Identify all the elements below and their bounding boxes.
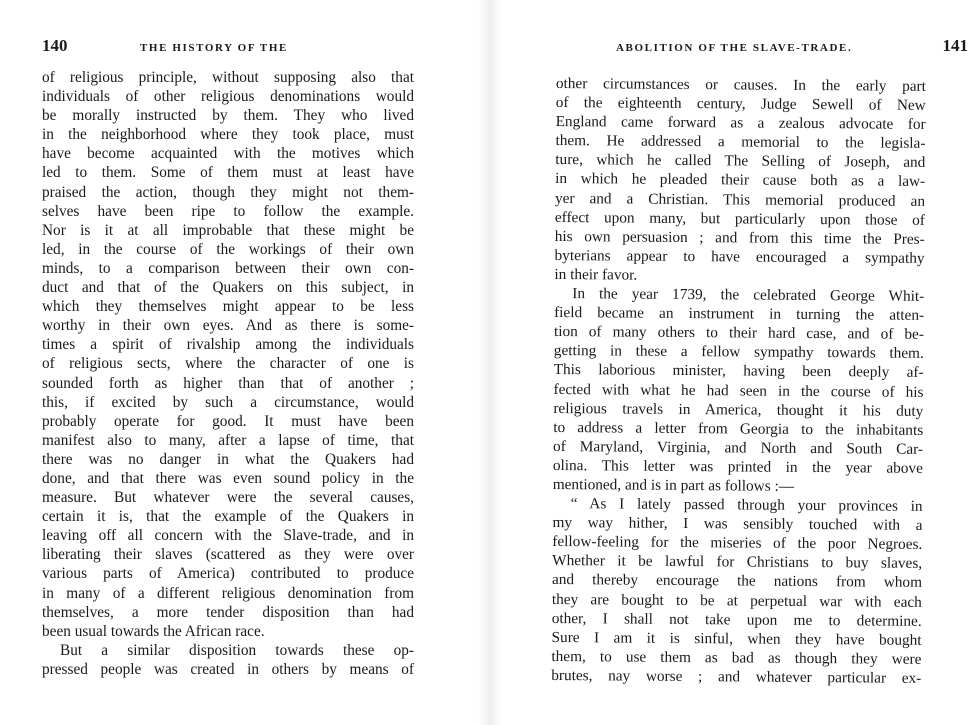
text-line: worthy in their own eyes. And as there is some- — [42, 317, 414, 335]
text-line: ture, which he called The Selling of Joseph, and — [555, 151, 926, 172]
text-line: getting in these a fellow sympathy towards them. — [553, 342, 924, 363]
text-line: yer and a Christian. This memorial produced an — [554, 189, 926, 210]
text-line: minds, to a comparison between their own con- — [42, 259, 414, 277]
text-line: have become acquainted with the motives which — [42, 145, 414, 163]
right-running-title: ABOLITION OF THE SLAVE-TRADE. — [616, 42, 853, 54]
text-line: certain it is, that the example of the Quakers in — [42, 508, 414, 526]
text-line: done, and that there was even sound policy in the — [42, 469, 414, 487]
text-line: to address a letter from Georgia to the inhabitants — [553, 418, 924, 439]
right-running-head — [616, 36, 968, 64]
text-line: brutes, nay worse ; and whatever particular ex- — [551, 666, 922, 687]
text-line: probably operate for good. It must have been — [42, 412, 414, 430]
text-line: “ As I lately passed through your provinces in — [570, 495, 923, 515]
text-line: This laborious minister, having been deeply af- — [553, 361, 924, 382]
text-line: my way hither, I was sensibly touched with a — [552, 514, 923, 535]
right-page — [490, 0, 980, 725]
text-line: praised the action, though they might not them- — [42, 183, 414, 201]
text-line: led to them. Some of them must at least have — [42, 164, 414, 182]
text-line: been usual towards the African race. — [42, 622, 265, 640]
text-line: England came forward as a zealous advocate for — [555, 113, 926, 134]
text-line: and thereby encourage the nations from whom — [551, 571, 923, 592]
text-line: field became an instrument in turning the atten- — [554, 304, 925, 325]
text-line: effect upon many, but particularly upon those of — [554, 208, 925, 229]
left-body-text — [42, 68, 414, 679]
text-line: pressed people was created in others by means of — [42, 660, 414, 678]
text-line: various parts of America) contributed to produce — [42, 565, 414, 583]
text-line: other circumstances or causes. In the early part — [555, 74, 926, 95]
text-line: them. He addressed a memorial to the legisla- — [555, 132, 926, 153]
text-line: In the year 1739, the celebrated George Whit- — [572, 285, 925, 305]
text-line: fected with what he had seen in the course of his — [553, 380, 924, 401]
text-line: in which he pleaded their cause both as a law- — [555, 170, 926, 191]
text-line: of religious sects, where the character of one is — [42, 355, 414, 373]
text-line: fellow-feeling for the miseries of the poor Negroes. — [552, 533, 923, 554]
text-line: be morally instructed by them. They who lived — [42, 107, 414, 125]
text-line: times a spirit of rivalship among the individuals — [42, 336, 414, 354]
text-line: But a similar disposition towards these op- — [60, 641, 414, 659]
text-line: there was no danger in what the Quakers had — [42, 450, 414, 468]
text-line: individuals of other religious denominations would — [42, 88, 414, 106]
text-line: Whether it be lawful for Christians to buy slaves, — [552, 552, 923, 573]
text-line: religious travels in America, thought it his duty — [553, 399, 924, 420]
text-line: olina. This letter was printed in the year above — [552, 456, 923, 477]
text-line: of Maryland, Virginia, and North and South Car- — [553, 437, 924, 458]
text-line: other, I shall not take upon me to determine. — [551, 609, 922, 630]
text-line: selves have been ripe to follow the example. — [42, 202, 414, 220]
text-line: his own persuasion ; and from this time the Pres- — [554, 227, 925, 248]
text-line: in many of a different religious denomination from — [42, 584, 414, 602]
text-line: sounded forth as higher than that of another ; — [42, 374, 414, 392]
text-line: tion of many others to their hard case, and of be- — [553, 323, 925, 344]
text-line: liberating their slaves (scattered as they were over — [42, 546, 414, 564]
left-running-head — [42, 36, 414, 64]
text-line: which they themselves might appear to be less — [42, 298, 414, 316]
text-line: in the neighborhood where they took place, must — [42, 126, 414, 144]
right-page-number: 141 — [942, 36, 968, 55]
left-running-title: THE HISTORY OF THE — [140, 42, 288, 54]
text-line: of the eighteenth century, Judge Sewell of New — [555, 94, 926, 114]
text-line: duct and that of the Quakers on this subject, in — [42, 279, 414, 297]
text-line: of religious principle, without supposing also that — [42, 69, 414, 86]
text-line: mentioned, and is in part as follows :— — [552, 475, 795, 495]
right-body-text — [551, 74, 926, 688]
text-line: themselves, a more tender disposition than had — [42, 603, 414, 621]
text-line: they are bought to be at perpetual war with each — [551, 590, 922, 611]
text-line: this, if excited by such a circumstance, would — [42, 393, 414, 411]
text-line: them, to use them as bad as though they were — [551, 647, 922, 668]
text-line: in their favor. — [554, 265, 638, 284]
text-line: manifest also to many, after a lapse of time, that — [42, 431, 414, 449]
text-line: byterians appear to have encouraged a sympathy — [554, 246, 925, 267]
left-page-number: 140 — [42, 36, 68, 55]
text-line: Sure I am it is sinful, when they have bought — [551, 628, 922, 649]
text-line: led, in the course of the workings of their own — [42, 240, 414, 258]
text-line: Nor is it at all improbable that these might be — [42, 221, 414, 239]
text-line: leaving off all concern with the Slave-trade, and in — [42, 527, 414, 545]
text-line: measure. But whatever were the several causes, — [42, 489, 414, 507]
